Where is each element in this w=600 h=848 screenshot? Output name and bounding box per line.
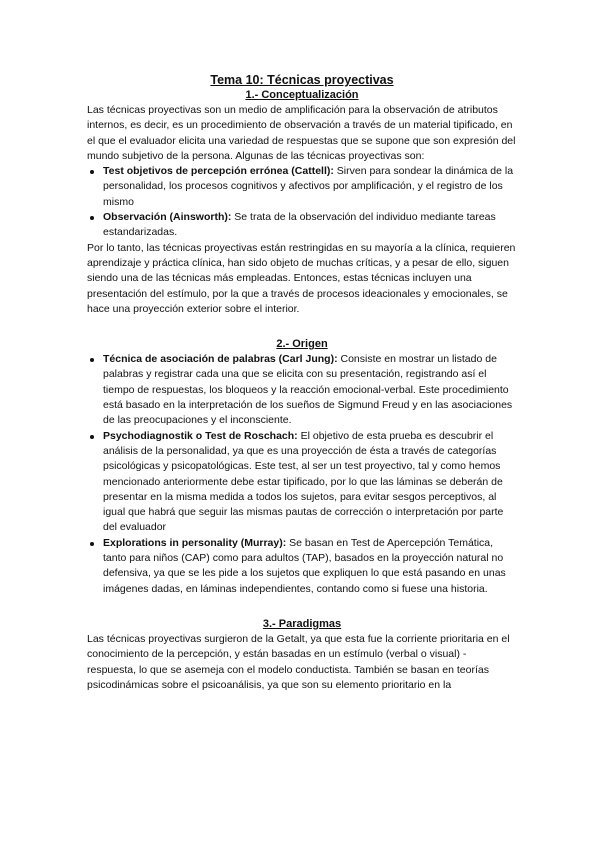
list-item-term: Técnica de asociación de palabras (Carl Jung): bbox=[103, 353, 338, 366]
bullet-list-origen bbox=[87, 352, 517, 597]
section-heading-paradigmas: 3.- Paradigmas bbox=[262, 617, 342, 630]
bullet-list-tecnicas bbox=[87, 164, 517, 240]
spacer bbox=[87, 317, 517, 337]
list-item-text: Consiste en mostrar un listado de palabras y registrar cada una que se elicita con su presentación, registrando así el tiempo de respuestas, los bloqueos y la reacción emocional-verbal. Este procedimiento está basado en la interpretación de los sueños de Sigmund Freud y en las asociaciones de las preocupaciones y el inconsciente. bbox=[103, 353, 513, 427]
paragraph-paradigmas: Las técnicas proyectivas surgieron de la Getalt, ya que esta fue la corriente prioritaria en el conocimiento de la percepción, y están basadas en un estímulo (verbal o visual) - respuesta, lo que se asemeja con el modelo conductista. También se basan en teorías psicodinámicas sobre el psicoanálisis, ya que son su elemento prioritario en la bbox=[87, 632, 510, 691]
list-item-term: Test objetivos de percepción errónea (Cattell): bbox=[103, 165, 334, 178]
list-item-term: Explorations in personality (Murray): bbox=[103, 536, 287, 549]
list-item bbox=[87, 164, 517, 210]
section-heading-origen: 2.- Origen bbox=[276, 338, 328, 351]
document-body bbox=[87, 72, 517, 693]
list-item-text: El objetivo de esta prueba es descubrir el análisis de la personalidad, ya que es una proyección de ésta a través de categorías psicológicas y psicopatológicas. Este test, al ser un test proyectivo, tal y como hemos mencionado anteriormente debe estar tipificado, por lo que las láminas se deberán de presentar en la misma medida a todos los sujetos, para evitar sesgos perceptivos, al igual que habrá que seguir las mismas pautas de corrección o interpretación por parte del evaluador bbox=[103, 429, 504, 534]
list-item bbox=[87, 429, 517, 536]
list-item bbox=[87, 536, 517, 597]
list-item bbox=[87, 210, 517, 241]
document-title: Tema 10: Técnicas proyectivas bbox=[210, 73, 394, 87]
section-heading-conceptualizacion: 1.- Conceptualización bbox=[245, 89, 359, 101]
spacer bbox=[87, 597, 517, 617]
paragraph-intro: Las técnicas proyectivas son un medio de amplificación para la observación de atributos internos, es decir, es un procedimiento de observación a través de un material tipificado, en el que el evaluador elicita una variedad de respuestas que se supone que son expresión del mundo subjetivo de la persona. Algunas de las técnicas proyectivas son: bbox=[87, 104, 516, 162]
list-item-term: Observación (Ainsworth): bbox=[103, 211, 232, 224]
list-item-text: Se trata de la observación del individuo mediante tareas estandarizadas. bbox=[103, 211, 496, 239]
list-item-text: Se basan en Test de Apercepción Temática, tanto para niños (CAP) como para adultos (TAP), basados en la proyección natural no defensiva, ya que se les pide a los sujetos que expliquen lo que está pasando en unas imágenes dadas, en láminas independientes, contando como si fuese una historia. bbox=[103, 536, 506, 595]
list-item bbox=[87, 352, 517, 428]
list-item-text: Sirven para sondear la dinámica de la personalidad, los procesos cognitivos y afectivos por amplificación, y el registro de los mismo bbox=[103, 165, 514, 208]
list-item-term: Psychodiagnostik o Test de Roschach: bbox=[103, 429, 298, 442]
paragraph-closing: Por lo tanto, las técnicas proyectivas están restringidas en su mayoría a la clínica, requieren aprendizaje y práctica clínica, han sido objeto de muchas críticas, y a pesar de ello, siguen siendo una de las técnicas más empleadas. Entonces, estas técnicas incluyen una presentación del estímulo, por la que a través de procesos ideacionales y emocionales, se hace una proyección exterior sobre el interior. bbox=[87, 241, 516, 315]
